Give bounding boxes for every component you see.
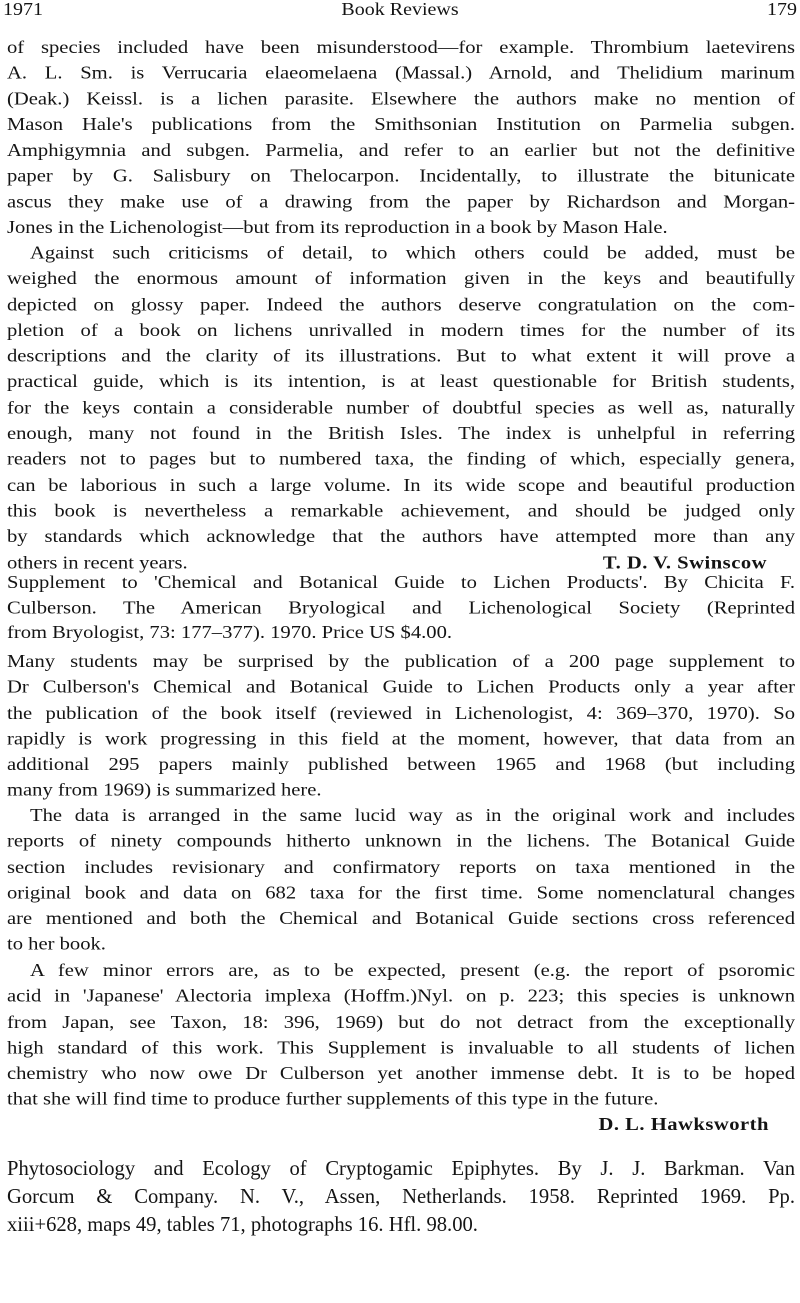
text-line: Phytosociology and Ecology of Cryptogamic Epiphytes. By J. J. Barkman. Van xyxy=(7,1157,795,1180)
text-line: pletion of a book on lichens unrivalled in modern times for the number of its xyxy=(7,321,795,341)
text-line: high standard of this work. This Supplement is invaluable to all students of lichen xyxy=(7,1038,795,1058)
review2-signature xyxy=(7,1111,795,1137)
text-line: (Deak.) Keissl. is a lichen parasite. Elsewhere the authors make no mention of xyxy=(7,89,795,109)
text-line: additional 295 papers mainly published between 1965 and 1968 (but including xyxy=(7,755,795,775)
text-line: others in recent years. xyxy=(7,553,188,573)
text-line: by standards which acknowledge that the authors have attempted more than any xyxy=(7,527,795,547)
text-line: weighed the enormous amount of information given in the keys and beautifully xyxy=(7,269,795,289)
text-line: section includes revisionary and confirmatory reports on taxa mentioned in the xyxy=(7,857,795,878)
text-line: reports of ninety compounds hitherto unknown in the lichens. The Botanical Guide xyxy=(7,831,795,852)
text-line: depicted on glossy paper. Indeed the authors deserve congratulation on the com- xyxy=(7,295,795,315)
text-line: the publication of the book itself (reviewed in Lichenologist, 4: 369–370, 1970). So xyxy=(7,703,795,724)
reviewer-name: D. L. Hawksworth xyxy=(598,1114,769,1135)
review2-paragraph-2 xyxy=(7,803,795,958)
text-line: of species included have been misunderstood—for example. Thrombium laetevirens xyxy=(7,37,795,58)
text-line: Jones in the Lichenologist—but from its reproduction in a book by Mason Hale. xyxy=(7,218,668,238)
running-head-year: 1971 xyxy=(3,0,43,20)
running-head xyxy=(0,0,800,21)
text-line: Culberson. The American Bryological and Lichenological Society (Reprinted xyxy=(7,597,795,618)
review2-paragraph-3 xyxy=(7,958,795,1113)
text-line: rapidly is work progressing in this field at the moment, however, that data from an xyxy=(7,729,795,749)
text-line: from Japan, see Taxon, 18: 396, 1969) but do not detract from the exceptionally xyxy=(7,1012,795,1032)
text-line: The data is arranged in the same lucid way as in the original work and includes xyxy=(30,806,795,826)
text-line: Gorcum & Company. N. V., Assen, Netherlands. 1958. Reprinted 1969. Pp. xyxy=(7,1185,795,1208)
text-line: Many students may be surprised by the publication of a 200 page supplement to xyxy=(7,652,795,672)
text-line: Supplement to 'Chemical and Botanical Guide to Lichen Products'. By Chicita F. xyxy=(7,572,795,593)
review1-paragraph-2 xyxy=(7,241,795,576)
text-line: A few minor errors are, as to be expected, present (e.g. the report of psoromic xyxy=(30,960,795,981)
text-line: to her book. xyxy=(7,934,106,955)
text-line: for the keys contain a considerable number of doubtful species as well as, naturally xyxy=(7,398,795,418)
review2-heading xyxy=(7,570,795,645)
text-line: acid in 'Japanese' Alectoria implexa (Hoffm.)Nyl. on p. 223; this species is unknown xyxy=(7,986,795,1007)
page-number: 179 xyxy=(767,0,797,20)
text-line: enough, many not found in the British Isles. The index is unhelpful in referring xyxy=(7,424,795,444)
text-line: are mentioned and both the Chemical and Botanical Guide sections cross referenced xyxy=(7,909,795,929)
text-line: Dr Culberson's Chemical and Botanical Guide to Lichen Products only a year after xyxy=(7,677,795,698)
running-head-title: Book Reviews xyxy=(341,0,459,20)
text-line: A. L. Sm. is Verrucaria elaeomelaena (Massal.) Arnold, and Thelidium marinum xyxy=(7,63,795,83)
text-line: this book is nevertheless a remarkable achievement, and should be judged only xyxy=(7,501,795,521)
text-line: many from 1969) is summarized here. xyxy=(7,780,322,801)
text-line: that she will find time to produce further supplements of this type in the future. xyxy=(7,1089,659,1110)
text-line: xiii+628, maps 49, tables 71, photographs 16. Hfl. 98.00. xyxy=(7,1213,478,1236)
text-line: ascus they make use of a drawing from the paper by Richardson and Morgan- xyxy=(7,192,795,212)
text-line: descriptions and the clarity of its illustrations. But to what extent it will prove a xyxy=(7,346,795,367)
text-line: readers not to pages but to numbered taxa, the finding of which, especially genera, xyxy=(7,450,795,470)
review3-heading xyxy=(7,1155,795,1239)
review2-paragraph-1 xyxy=(7,649,795,804)
text-line: chemistry who now owe Dr Culberson yet another immense debt. It is to be hoped xyxy=(7,1064,795,1084)
review1-paragraph-1 xyxy=(7,35,795,241)
reviewer-name: T. D. V. Swinscow xyxy=(602,553,767,573)
text-line: Mason Hale's publications from the Smithsonian Institution on Parmelia subgen. xyxy=(7,115,795,135)
text-line: original book and data on 682 taxa for the first time. Some nomenclatural changes xyxy=(7,883,795,903)
text-line: from Bryologist, 73: 177–377). 1970. Price US $4.00. xyxy=(7,623,453,643)
text-line: paper by G. Salisbury on Thelocarpon. Incidentally, to illustrate the bitunicate xyxy=(7,166,795,187)
text-line: Against such criticisms of detail, to which others could be added, must be xyxy=(30,243,795,264)
text-line: can be laborious in such a large volume. In its wide scope and beautiful production xyxy=(7,475,795,496)
text-line: practical guide, which is its intention, is at least questionable for British students, xyxy=(7,372,795,393)
text-line: Amphigymnia and subgen. Parmelia, and refer to an earlier but not the definitive xyxy=(7,140,795,161)
